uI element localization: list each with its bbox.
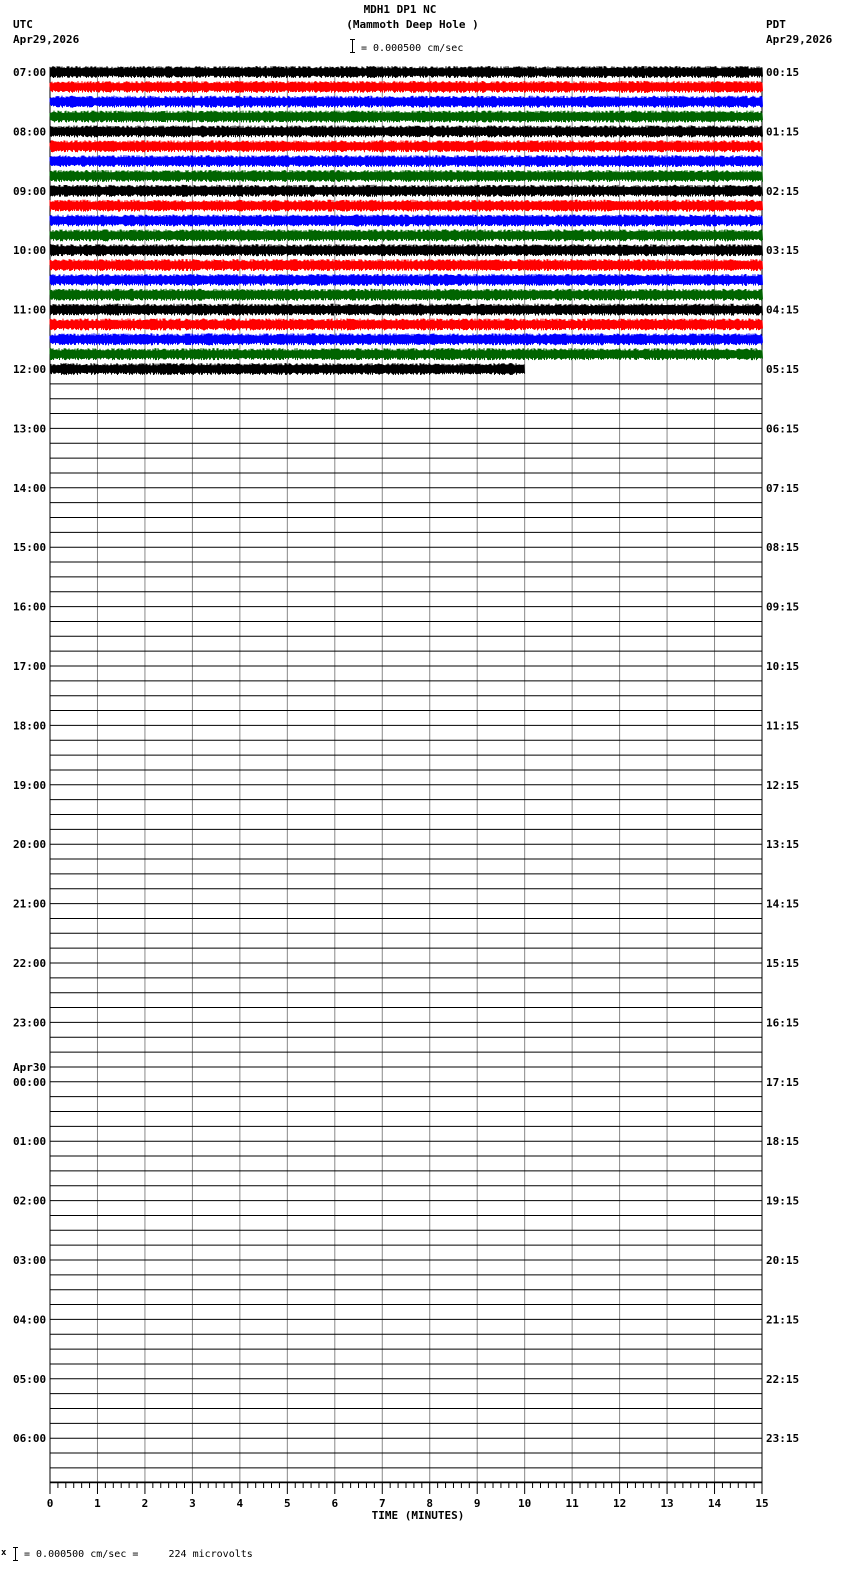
seismic-trace <box>50 289 763 301</box>
utc-hour-label: 08:00 <box>13 125 47 139</box>
pdt-hour-label: 09:15 <box>766 600 800 614</box>
x-tick-label: 14 <box>707 1497 722 1510</box>
seismic-trace <box>50 111 763 123</box>
x-tick-label: 7 <box>378 1497 386 1510</box>
seismic-trace <box>50 244 763 256</box>
seismic-trace <box>50 140 763 152</box>
pdt-hour-label: 17:15 <box>766 1075 800 1089</box>
utc-label: UTC <box>13 18 33 31</box>
utc-hour-label: 06:00 <box>13 1432 47 1446</box>
x-tick-label: 11 <box>565 1497 579 1510</box>
pdt-hour-label: 08:15 <box>766 541 800 555</box>
utc-hour-label: 05:00 <box>13 1372 47 1386</box>
utc-hour-label: 14:00 <box>13 481 47 495</box>
utc-hour-label: 10:00 <box>13 244 47 258</box>
pdt-hour-label: 13:15 <box>766 838 800 852</box>
seismic-trace <box>50 348 763 360</box>
pdt-hour-label: 20:15 <box>766 1254 800 1267</box>
seismic-trace <box>50 81 763 93</box>
pdt-label: PDT <box>766 18 786 31</box>
footer-marker: x <box>1 1548 7 1558</box>
seismic-trace <box>50 333 763 345</box>
pdt-hour-label: 22:15 <box>766 1372 800 1386</box>
pdt-hour-label: 21:15 <box>766 1313 800 1327</box>
pdt-hour-label: 07:15 <box>766 481 800 495</box>
pdt-hour-label: 12:15 <box>766 778 800 792</box>
pdt-hour-label: 10:15 <box>766 660 800 673</box>
seismic-trace <box>50 304 763 316</box>
pdt-hour-label: 00:15 <box>766 66 800 79</box>
x-tick-label: 3 <box>189 1497 196 1510</box>
utc-hour-label: 09:00 <box>13 184 47 198</box>
seismic-trace <box>50 215 763 227</box>
utc-hour-label: 20:00 <box>13 838 47 852</box>
pdt-hour-label: 02:15 <box>766 184 800 198</box>
pdt-date: Apr29,2026 <box>766 33 833 46</box>
pdt-hour-label: 18:15 <box>766 1135 800 1149</box>
seismic-trace <box>50 96 763 108</box>
pdt-hour-label: 01:15 <box>766 125 800 139</box>
utc-hour-label: 17:00 <box>13 660 47 673</box>
seismic-trace <box>50 66 763 78</box>
x-tick-label: 13 <box>660 1497 674 1510</box>
pdt-hour-label: 04:15 <box>766 303 800 317</box>
date-change-label: Apr30 <box>13 1060 47 1074</box>
x-axis-label: TIME (MINUTES) <box>371 1509 465 1522</box>
x-tick-label: 0 <box>46 1497 54 1510</box>
seismic-trace <box>50 125 763 137</box>
pdt-hour-label: 11:15 <box>766 719 800 733</box>
footer-scale-icon <box>13 1546 18 1560</box>
seismic-trace <box>50 274 763 286</box>
x-tick-label: 10 <box>518 1497 532 1510</box>
utc-hour-label: 15:00 <box>13 541 47 555</box>
x-tick-label: 6 <box>331 1497 339 1510</box>
x-tick-label: 4 <box>236 1497 244 1510</box>
utc-hour-label: 02:00 <box>13 1194 47 1208</box>
pdt-hour-label: 03:15 <box>766 244 800 258</box>
utc-hour-label: 07:00 <box>13 66 47 79</box>
station-title: MDH1 DP1 NC <box>363 3 437 16</box>
pdt-hour-label: 05:15 <box>766 363 800 376</box>
seismic-trace <box>50 363 525 375</box>
utc-date: Apr29,2026 <box>13 33 80 46</box>
pdt-hour-label: 23:15 <box>766 1432 800 1446</box>
seismic-trace <box>50 229 763 241</box>
x-tick-label: 15 <box>755 1497 769 1510</box>
utc-hour-label: 19:00 <box>13 778 47 792</box>
seismic-trace <box>50 185 763 197</box>
scale-label: = 0.000500 cm/sec <box>361 43 464 54</box>
utc-hour-label: 18:00 <box>13 719 47 733</box>
pdt-hour-label: 19:15 <box>766 1194 800 1208</box>
x-tick-label: 8 <box>426 1497 434 1510</box>
x-tick-label: 2 <box>141 1497 149 1510</box>
seismic-trace <box>50 259 763 271</box>
utc-hour-label: 01:00 <box>13 1135 47 1149</box>
utc-hour-label: 16:00 <box>13 600 47 614</box>
pdt-hour-label: 14:15 <box>766 897 800 911</box>
utc-hour-label: 03:00 <box>13 1254 47 1267</box>
x-tick-label: 1 <box>94 1497 101 1510</box>
x-tick-label: 9 <box>473 1497 481 1510</box>
utc-hour-label: 23:00 <box>13 1016 47 1030</box>
pdt-hour-label: 06:15 <box>766 422 800 436</box>
utc-hour-label: 21:00 <box>13 897 47 911</box>
x-tick-label: 12 <box>612 1497 627 1510</box>
utc-hour-label: 00:00 <box>13 1075 47 1089</box>
footer-scale-label: = 0.000500 cm/sec = 224 microvolts <box>24 1549 253 1560</box>
utc-hour-label: 13:00 <box>13 422 47 436</box>
utc-hour-label: 11:00 <box>13 303 47 317</box>
pdt-hour-label: 15:15 <box>766 957 800 970</box>
seismic-trace <box>50 155 763 167</box>
seismic-trace <box>50 200 763 212</box>
utc-hour-label: 22:00 <box>13 957 47 970</box>
seismic-trace <box>50 170 763 182</box>
seismic-trace <box>50 319 763 331</box>
utc-hour-label: 12:00 <box>13 363 47 376</box>
utc-hour-label: 04:00 <box>13 1313 47 1327</box>
pdt-hour-label: 16:15 <box>766 1016 800 1030</box>
x-tick-label: 5 <box>284 1497 291 1510</box>
station-location: (Mammoth Deep Hole ) <box>346 18 479 31</box>
